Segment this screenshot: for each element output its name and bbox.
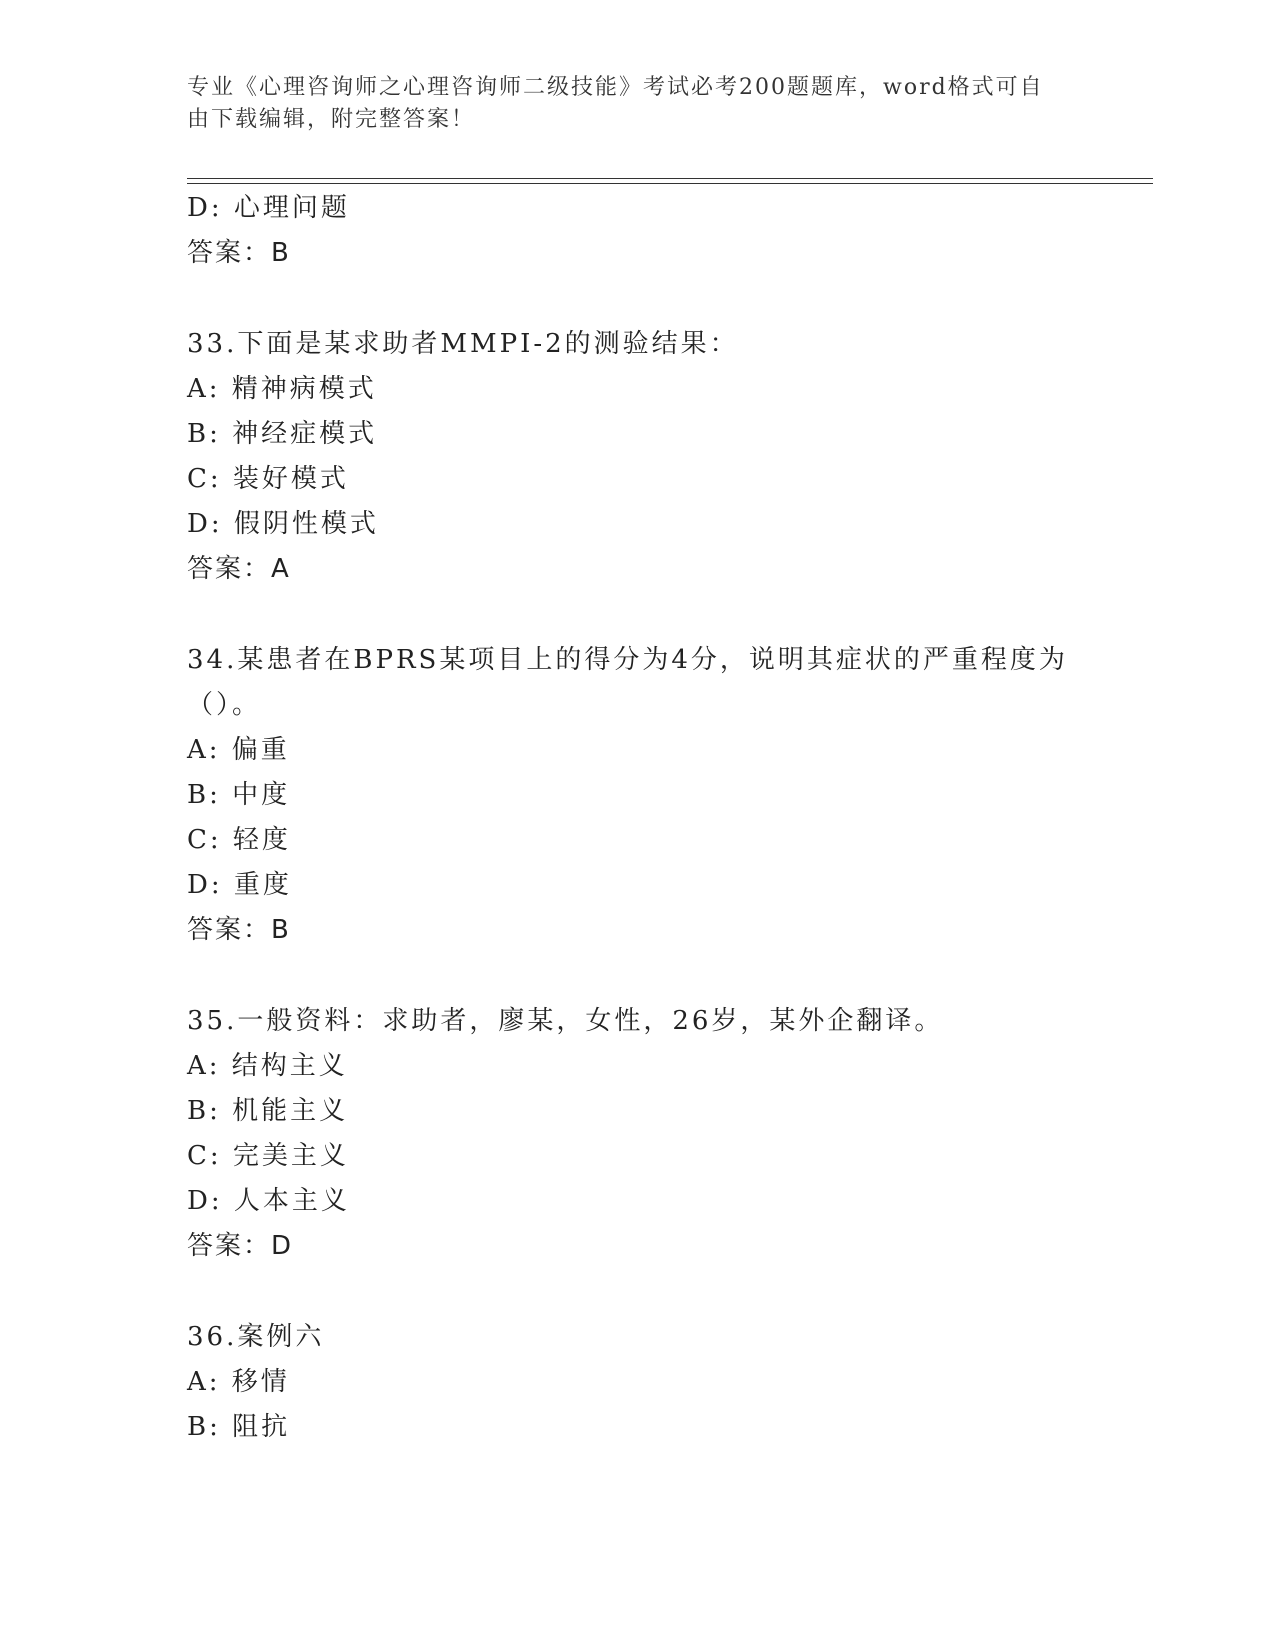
- q33-option-a: A: 精神病模式: [187, 374, 377, 404]
- q36-option-a: A: 移情: [187, 1367, 290, 1397]
- header-rule-top: [187, 178, 1153, 179]
- q34-option-b: B: 中度: [187, 780, 291, 810]
- q35-option-b: B: 机能主义: [187, 1096, 349, 1126]
- q34-stem-line1: 34.某患者在BPRS某项目上的得分为4分，说明其症状的严重程度为: [187, 645, 1068, 675]
- q33-option-d: D: 假阴性模式: [187, 509, 379, 539]
- q35-stem: 35.一般资料：求助者，廖某，女性，26岁，某外企翻译。: [187, 1006, 944, 1036]
- prev-option-d: D: 心理问题: [187, 193, 350, 223]
- q34-answer: 答案：B: [187, 915, 291, 945]
- q33-answer: 答案：A: [187, 554, 291, 584]
- q35-option-d: D: 人本主义: [187, 1186, 350, 1216]
- q35-option-c: C: 完美主义: [187, 1141, 349, 1171]
- header-rule-bottom: [187, 183, 1153, 184]
- prev-answer: 答案：B: [187, 238, 291, 268]
- q34-option-a: A: 偏重: [187, 735, 290, 765]
- q35-answer: 答案：D: [187, 1231, 294, 1261]
- page-header: 专业《心理咨询师之心理咨询师二级技能》考试必考200题题库，word格式可自由下载编辑，附完整答案！: [187, 75, 1044, 132]
- q36-option-b: B: 阻抗: [187, 1412, 291, 1442]
- q34-option-c: C: 轻度: [187, 825, 291, 855]
- q33-stem: 33.下面是某求助者MMPI-2的测验结果：: [187, 329, 739, 359]
- q33-option-b: B: 神经症模式: [187, 419, 378, 449]
- q35-option-a: A: 结构主义: [187, 1051, 348, 1081]
- q34-stem-line2: （）。: [187, 690, 262, 720]
- q34-option-d: D: 重度: [187, 870, 292, 900]
- q36-stem: 36.案例六: [187, 1322, 325, 1352]
- q33-option-c: C: 装好模式: [187, 464, 349, 494]
